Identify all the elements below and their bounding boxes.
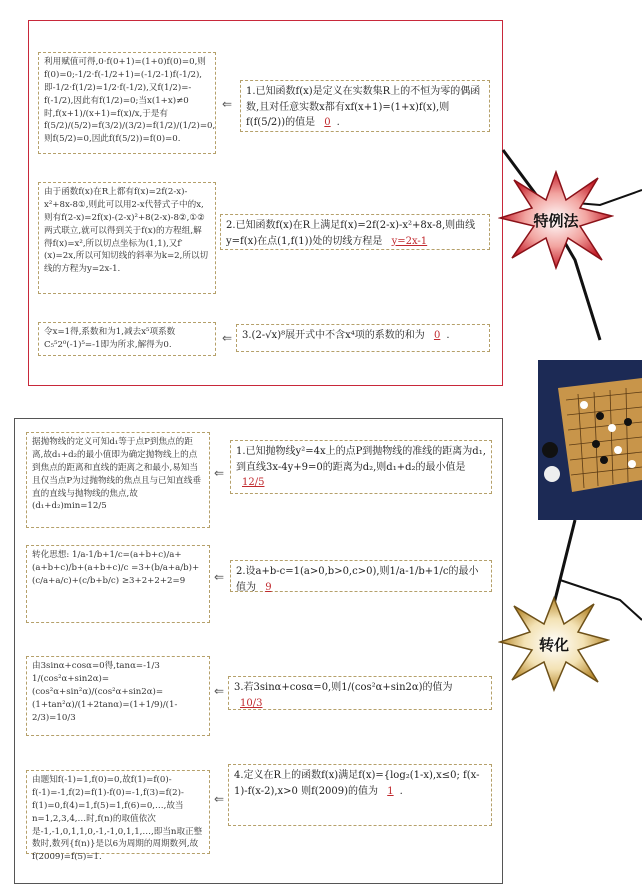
question-text: 4.定义在R上的函数f(x)满足f(x)={log₂(1-x),x≤0; f(x-1)-f(x-2),x>0 则f(2009)的值为	[234, 770, 480, 797]
special-method-label: 特例法	[533, 212, 579, 230]
answer-blank: 0	[324, 117, 331, 128]
question-box-3: 3.(2-√x)⁸展开式中不含x⁴项的系数的和为 0 .	[236, 324, 490, 352]
solution-box-6	[26, 656, 210, 736]
solution-box-4	[26, 432, 210, 528]
question-box-4	[230, 440, 492, 494]
answer-blank: 12/5	[242, 477, 265, 488]
special-method-burst	[498, 170, 614, 270]
solution-text: 利用赋值可得,0·f(0+1)=(1+0)f(0)=0,则f(0)=0;-1/2·f(-1/2+1)=(-1/2-1)f(-1/2),即-1/2·f(1/2)=1/2·f(-1/2),又f(1/2)=-f(-1/2),因此有f(1/2)=0;当x(1+x)≠0时,f(x+1)/(x+1)=f(x)/x,于是有f(5/2)/(5/2)=f(3/2)/(3/2)=f(1/2)/(1/2)=0,则f(5/2)=0,因此f(f(5/2))=f(0)=0.	[44, 57, 216, 145]
arrow-icon: ⇐	[214, 684, 225, 698]
question-box-6	[228, 676, 492, 710]
arrow-icon: ⇐	[214, 466, 225, 480]
answer-blank: 10/3	[240, 697, 263, 709]
question-box-2	[220, 214, 490, 250]
solution-text: 由于函数f(x)在R上都有f(x)=2f(2-x)-x²+8x-8①,则此可以用2-x代替式子中的x,则有f(2-x)=2f(x)-(2-x)²+8(2-x)-8②,①②两式联立,就可以得到关于f(x)的方程组,解得f(x)=x²,所以切点坐标为(1,1),又f′(x)=2x,所以可知切线的斜率为k=2,所以切线的方程为y=2x-1.	[44, 187, 209, 275]
question-text: 1.已知函数f(x)是定义在实数集R上的不恒为零的偶函数,且对任意实数x都有xf(x+1)=(1+x)f(x),则f(f(5/2))的值是	[246, 86, 481, 128]
answer-blank: 9	[265, 581, 272, 593]
solution-box-5	[26, 545, 210, 623]
answer-blank: 1	[387, 785, 394, 797]
solution-text: 转化思想: 1/a-1/b+1/c=(a+b+c)/a+(a+b+c)/b+(a+b+c)/c =3+(b/a+a/b)+(c/a+a/c)+(c/b+b/c) ≥3+2+2+2=9	[32, 550, 200, 586]
arrow-icon: ⇐	[222, 331, 233, 345]
answer-blank: y=2x-1	[391, 235, 428, 247]
question-box-7: 4.定义在R上的函数f(x)满足f(x)={log₂(1-x),x≤0; f(x-1)-f(x-2),x>0 则f(2009)的值为 1 .	[228, 764, 492, 826]
solution-box-1	[38, 52, 216, 154]
solution-text: 据抛物线的定义可知d₁等于点P到焦点的距离,故d₁+d₂的最小值即为确定抛物线上的点到焦点的距离和直线的距离之和最小,易知当且仅当点P为过抛物线的焦点且与已知直线垂直的直线与抛物线的焦点,故(d₁+d₂)min=12/5	[32, 437, 202, 512]
solution-box-3	[38, 322, 216, 356]
solution-box-2	[38, 182, 216, 294]
go-board-image	[538, 360, 642, 520]
transform-label: 转化	[538, 636, 569, 654]
question-text: 3.(2-√x)⁸展开式中不含x⁴项的系数的和为	[242, 330, 425, 341]
question-text: 1.已知抛物线y²=4x上的点P到抛物线的准线的距离为d₁,到直线3x-4y+9=0的距离为d₂,则d₁+d₂的最小值是	[236, 446, 486, 473]
solution-box-7	[26, 770, 210, 863]
solution-text: 由3sinα+cosα=0得,tanα=-1/3 1/(cos²α+sin2α)=(cos²α+sin²α)/(cos²α+sin2α)=(1+tan²α)/(1+2tanα)=(1+1/9)/(1-2/3)=10/3	[32, 661, 178, 723]
solution-text: 由题知f(-1)=1,f(0)=0,故f(1)=f(0)-f(-1)=-1,f(2)=f(1)-f(0)=-1,f(3)=f(2)-f(1)=0,f(4)=1,f(5)=1,f(6)=0,…,故当n=1,2,3,4,…时,f(n)的取值依次是-1,-1,0,1,1,0,-1,-1,0,1,1,…,即当n取正整数时,数列{f(n)}是以6为周期的周期数列,故f(2009)=f(5)=1.	[32, 775, 203, 863]
question-text: 3.若3sinα+cosα=0,则1/(cos²α+sin2α)的值为	[234, 682, 453, 693]
arrow-icon: ⇐	[214, 792, 225, 806]
transform-burst	[498, 596, 610, 692]
answer-blank: 0	[433, 330, 441, 341]
question-box-5	[230, 560, 492, 592]
question-box-1: 1.已知函数f(x)是定义在实数集R上的不恒为零的偶函数,且对任意实数x都有xf(x+1)=(1+x)f(x),则f(f(5/2))的值是 0 .	[240, 80, 490, 132]
arrow-icon: ⇐	[222, 97, 233, 111]
solution-text: 令x=1得,系数和为1,减去x⁵项系数C₅⁵2⁰(-1)⁵=-1即为所求,解得为0.	[44, 327, 176, 350]
question-text: 2.设a+b-c=1(a>0,b>0,c>0),则1/a-1/b+1/c的最小值为	[236, 566, 479, 593]
question-text: 2.已知函数f(x)在R上满足f(x)=2f(2-x)-x²+8x-8,则曲线y=f(x)在点(1,f(1))处的切线方程是	[226, 220, 476, 247]
arrow-icon: ⇐	[214, 570, 225, 584]
